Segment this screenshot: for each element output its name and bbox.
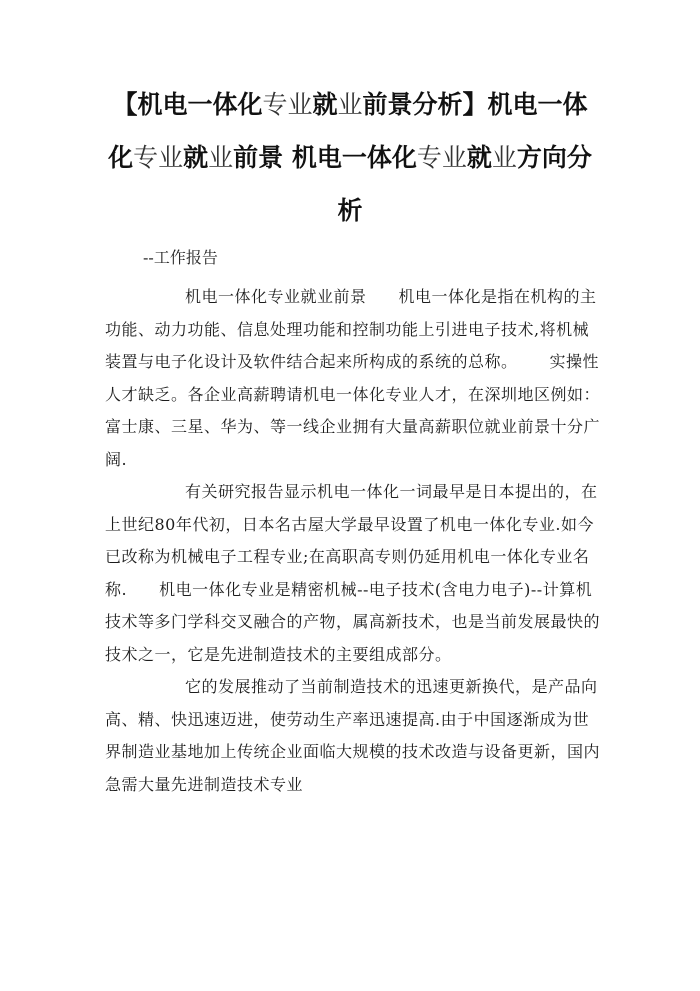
- paragraph-text: 机电一体化是指在机构的主功能、动力功能、信息处理功能和控制功能上引进电子技术,将机械装置与电子化设计及软件结合起来所构成的系统的总称。: [105, 287, 597, 371]
- title-segment: 前景分析】机电一体化: [108, 90, 588, 172]
- document-body: [105, 281, 605, 801]
- paragraph: [105, 476, 605, 671]
- paragraph-text: 机电一体化专业就业前景: [185, 287, 367, 306]
- title-segment: 专业: [416, 143, 467, 172]
- paragraph-text: 机电一体化专业是精密机械--电子技术(含电力电子)--计算机技术等多门学科交叉融合的产物，属高新技术，也是当前发展最快的技术之一，它是先进制造技术的主要组成部分。: [105, 579, 601, 664]
- title-segment: 就: [466, 143, 492, 172]
- title-segment: 就: [183, 143, 209, 172]
- document-subtitle: --工作报告: [143, 248, 218, 267]
- title-segment: 业: [337, 90, 363, 119]
- title-segment: 专业: [262, 90, 313, 119]
- title-segment: 业: [491, 143, 517, 172]
- title-segment: 业: [208, 143, 234, 172]
- title-segment: 方向分析: [337, 143, 592, 225]
- title-segment: 前景 机电一体化: [233, 143, 417, 172]
- title-segment: 就: [312, 90, 338, 119]
- paragraph-text: 实操性人才缺乏。各企业高薪聘请机电一体化专业人才，在深圳地区例如：富士康、三星、华为、等一线企业拥有大量高薪职位就业前景十分广阔.: [105, 352, 601, 469]
- paragraph: [105, 671, 605, 801]
- document-title: [100, 78, 600, 237]
- title-segment: 【机电一体化: [112, 90, 263, 119]
- paragraph: [105, 281, 605, 476]
- title-segment: 专业: [133, 143, 184, 172]
- paragraph-text: 有关研究报告显示机电一体化一词最早是日本提出的，在上世纪80年代初，日本名古屋大学最早设置了机电一体化专业.如今已改称为机械电子工程专业;在高职高专则仍延用机电一体化专业名称.: [105, 482, 598, 599]
- paragraph-text: 它的发展推动了当前制造技术的迅速更新换代，是产品向高、精、快迅速迈进，使劳动生产率迅速提高.由于中国逐渐成为世界制造业基地加上传统企业面临大规模的技术改造与设备更新，国内急需大量先进制造技术专业: [105, 677, 601, 794]
